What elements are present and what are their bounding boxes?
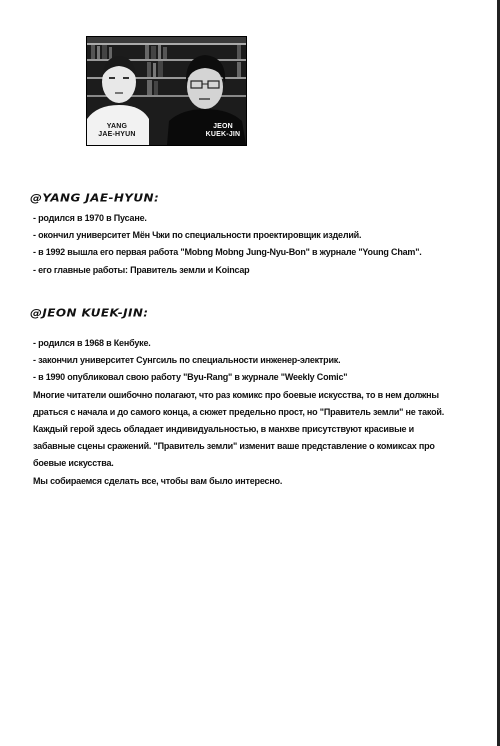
bio-line: - закончил университет Сунгсиль по специальности инженер-электрик. [33,355,341,366]
bio-line: - в 1990 опубликовал свою работу "Byu-Rang" в журнале "Weekly Comic" [33,372,348,383]
bio-line: Многие читатели ошибочно полагают, что раз комикс про боевые искусства, то в нем должны [33,389,439,400]
bio-line: драться с начала и до самого конца, а сюжет предельно прост, но "Правитель земли" не такой. [33,406,445,417]
caption-line: KUEK-JIN [205,131,241,138]
caption-line: YANG [106,123,128,130]
bio-line: боевые искусства. [33,458,114,469]
bio-line: - родился в 1968 в Кенбуке. [33,338,151,348]
bio-line: - окончил университет Мён Чжи по специальности проектировщик изделий. [33,230,362,241]
caption-line: JAE-HYUN [98,131,136,138]
bio-yang [33,210,473,279]
photo-caption-jeon [203,123,243,139]
bio-line: Каждый герой здесь обладает индивидуальностью, в манхве присутствуют красивые и [33,424,414,435]
bio-line: Мы собираемся сделать все, чтобы вам было интересно. [33,475,283,486]
section-heading-yang: @YANG JAE-HYUN: [30,191,160,205]
bio-jeon [33,335,473,490]
section-heading-jeon: @JEON KUEK-JIN: [30,306,149,320]
bio-line: - его главные работы: Правитель земли и Koincap [33,264,250,275]
bio-line: - родился в 1970 в Пусане. [33,213,147,223]
bio-line: забавные сцены сражений. "Правитель земли" изменит ваше представление о комиксах про [33,441,435,452]
author-photo [86,36,247,146]
bio-line: - в 1992 вышла его первая работа "Mobng Mobng Jung-Nyu-Bon" в журнале "Young Cham". [33,247,422,258]
caption-line: JEON [213,123,233,130]
photo-caption-yang [93,123,141,139]
